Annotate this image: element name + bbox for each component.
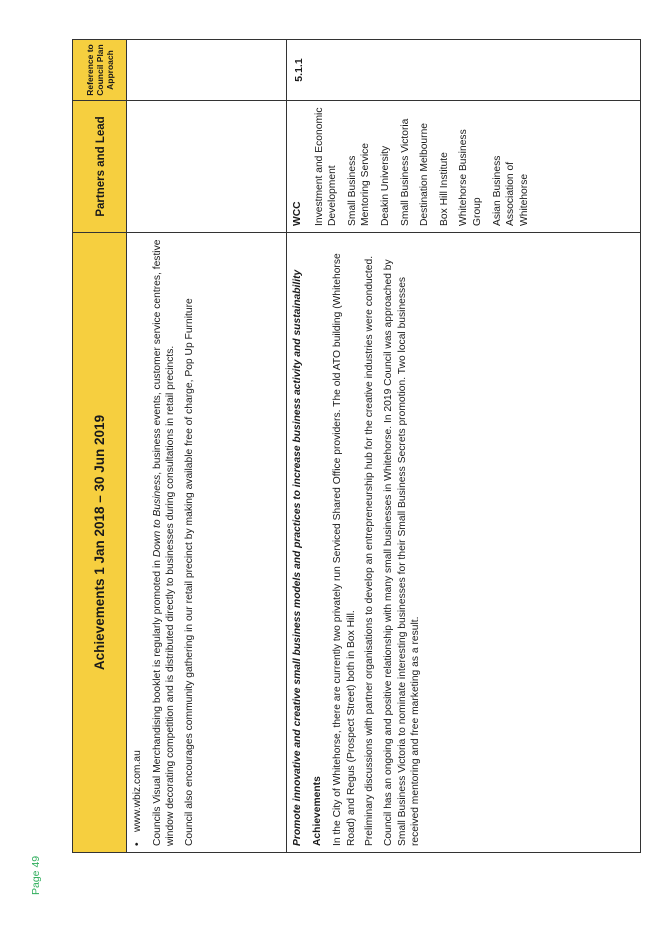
partner-item: Box Hill Institute	[438, 152, 450, 226]
achievements-table	[72, 39, 641, 853]
partners-cell	[287, 101, 641, 233]
header-partners: Partners and Lead	[73, 101, 127, 233]
list-item	[131, 239, 145, 846]
partner-item: Investment and Economic Development	[313, 107, 339, 226]
partner-item: Destination Melbourne	[419, 122, 431, 226]
partner-item: Asian Business Association of Whitehorse	[491, 155, 530, 226]
reference-value: 5.1.1	[293, 58, 305, 82]
partner-item: Whitehorse Business Group	[458, 129, 483, 226]
lead-partner: WCC	[292, 201, 303, 226]
table-header-row	[73, 40, 127, 853]
partner-item: Small Business Victoria	[399, 118, 411, 226]
paragraph: Councils Visual Merchandising booklet is regularly promoted in Down to Business, business events, customer service centres, festive window decorating competition and is distributed directly to businesses during consultations in retail precincts.	[151, 239, 177, 846]
reference-cell	[287, 40, 641, 101]
partner-item: Deakin University	[379, 145, 391, 226]
paragraph: Council has an ongoing and positive relationship with many small businesses in Whitehorse. In 2019 Council was approached by Small Business Victoria to nominate interesting businesses for their Small Business Secrets promotion. Two local businesses received mentoring and free marketing as a result.	[382, 259, 422, 846]
bullet-text: www.wbiz.com.au	[132, 750, 143, 832]
header-reference: Reference to Council Plan Approach	[73, 40, 127, 101]
partners-cell	[127, 101, 287, 233]
section-subheading: Achievements	[311, 776, 323, 846]
section-heading: Promote innovative and creative small business models and practices to increase business activity and sustainability	[292, 269, 303, 846]
bullet-icon: •	[132, 842, 143, 846]
paragraph: Preliminary discussions with partner organisations to develop an entrepreneurship hub for the creative industries were conducted.	[364, 255, 376, 846]
page-number: Page 49	[30, 855, 42, 895]
rotated-page	[72, 43, 639, 853]
paragraph: In the City of Whitehorse, there are currently two privately run Serviced Shared Office providers. The old ATO building (Whitehorse Road) and Regus (Prospect Street) both in Box Hill.	[332, 253, 357, 846]
table-row	[287, 40, 641, 853]
table-row	[127, 40, 287, 853]
partner-item: Small Business Mentoring Service	[346, 143, 372, 226]
paragraph: Council also encourages community gathering in our retail precinct by making available free of charge, Pop Up Furniture	[183, 298, 195, 846]
achievements-cell	[127, 233, 287, 853]
reference-cell	[127, 40, 287, 101]
header-achievements: Achievements 1 Jan 2018 – 30 Jun 2019	[73, 233, 127, 853]
achievements-cell	[287, 233, 641, 853]
